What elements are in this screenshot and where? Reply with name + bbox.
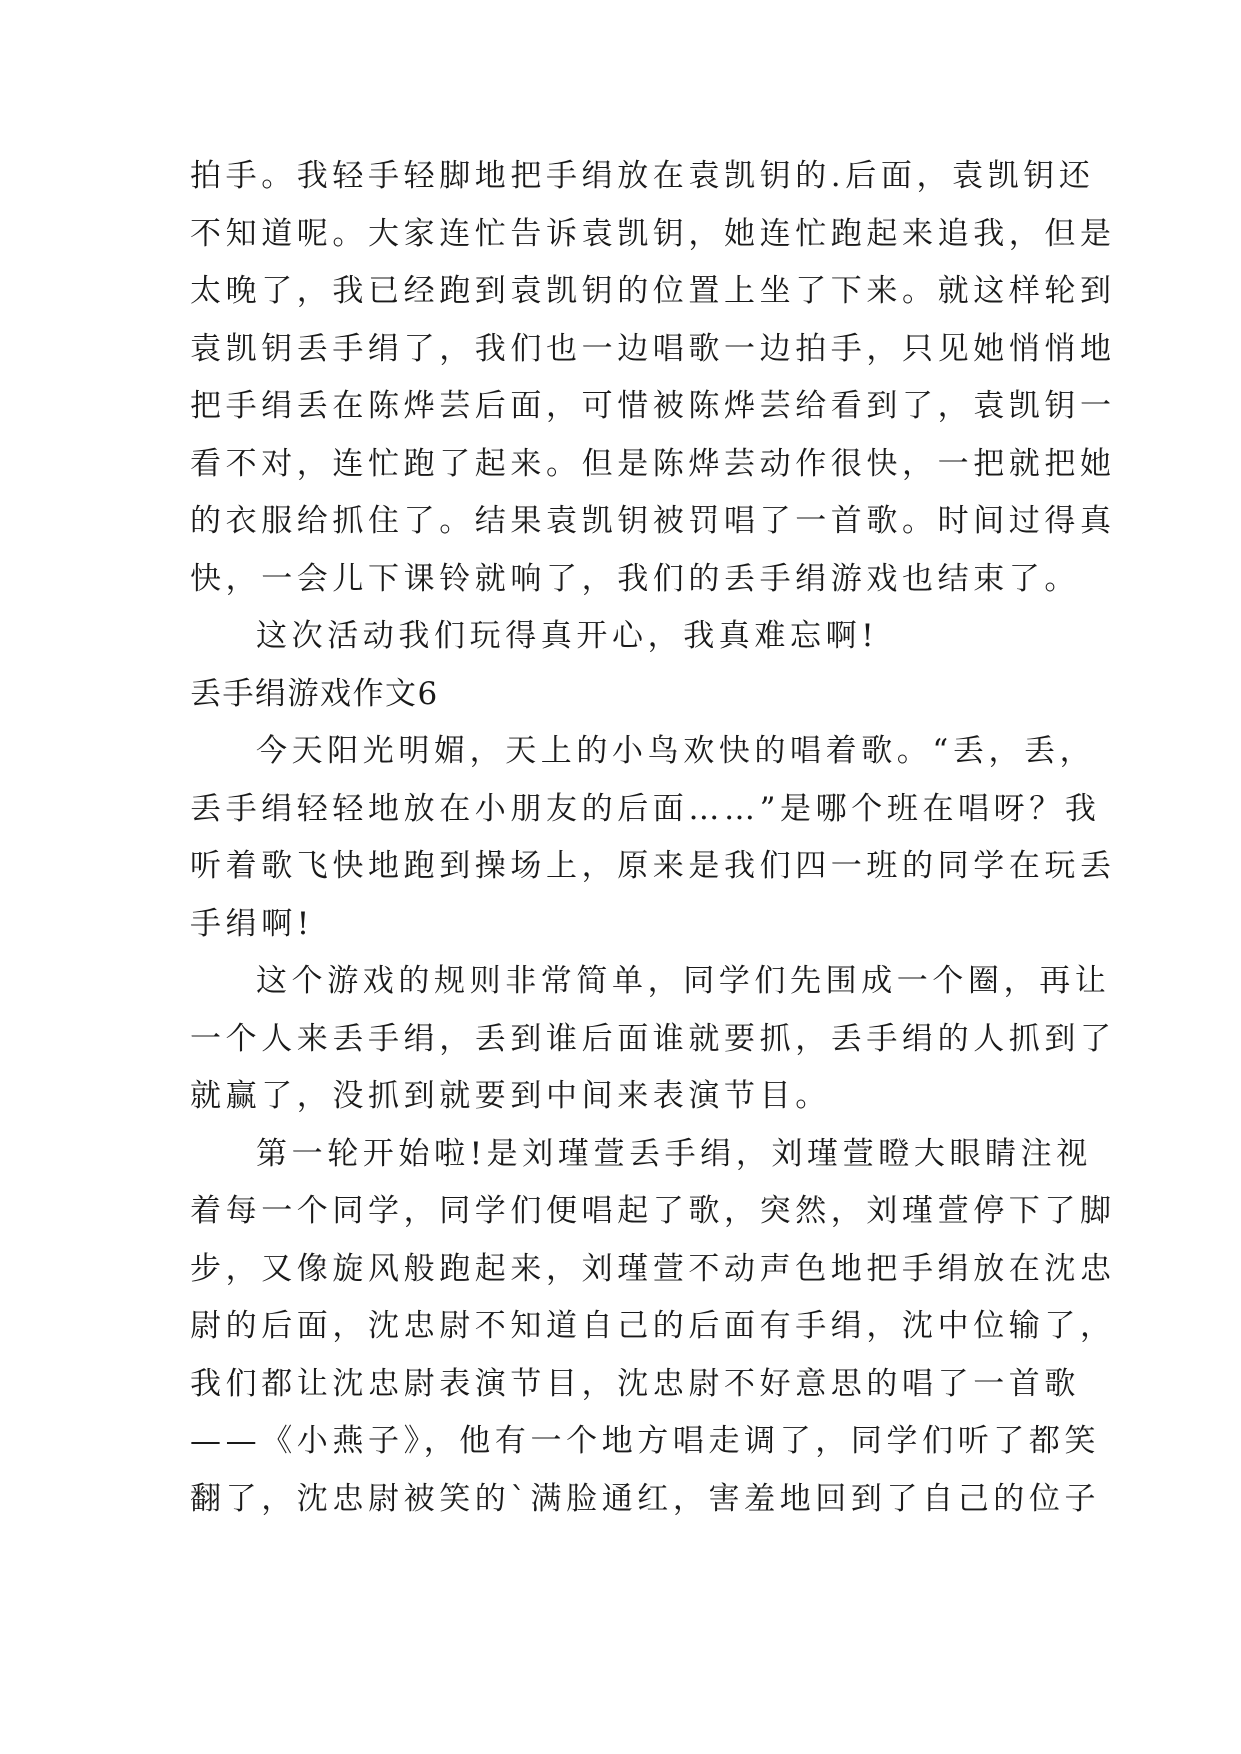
- text-line: 着每一个同学，同学们便唱起了歌，突然，刘瑾萱停下了脚: [190, 1193, 1116, 1229]
- text-line: 就赢了，没抓到就要到中间来表演节目。: [190, 1078, 831, 1114]
- text-line: 袁凯钥丢手绢了，我们也一边唱歌一边拍手，只见她悄悄地: [190, 330, 1116, 367]
- text-line: 丢手绢轻轻地放在小朋友的后面……”是哪个班在唱呀？我: [190, 790, 1101, 827]
- document-body: [190, 148, 1116, 1528]
- text-line: 听着歌飞快地跑到操场上，原来是我们四一班的同学在玩丢: [190, 848, 1116, 884]
- paragraph-start: 今天阳光明媚，天上的小鸟欢快的唱着歌。“丢，丢，: [256, 733, 1096, 769]
- text-line: 的衣服给抓住了。结果袁凯钥被罚唱了一首歌。时间过得真: [190, 503, 1116, 539]
- text-line: 翻了，沈忠尉被笑的`满脸通红，害羞地回到了自己的位子: [190, 1480, 1101, 1517]
- text-line: ——《小燕子》，他有一个地方唱走调了，同学们听了都笑: [190, 1423, 1101, 1459]
- text-line: 快，一会儿下课铃就响了，我们的丢手绢游戏也结束了。: [190, 560, 1080, 597]
- text-line: 手绢啊!: [190, 905, 314, 942]
- paragraph-start: 这个游戏的规则非常简单，同学们先围成一个圈，再让: [256, 963, 1111, 999]
- text-line: 一个人来丢手绢，丢到谁后面谁就要抓，丢手绢的人抓到了: [190, 1020, 1116, 1057]
- text-line: 我们都让沈忠尉表演节目，沈忠尉不好意思的唱了一首歌: [190, 1365, 1080, 1402]
- text-line: 拍手。我轻手轻脚地把手绢放在袁凯钥的.后面，袁凯钥还: [190, 158, 1095, 194]
- text-line: 把手绢丢在陈烨芸后面，可惜被陈烨芸给看到了，袁凯钥一: [190, 388, 1116, 424]
- section-heading: 丢手绢游戏作文6: [190, 675, 439, 712]
- text-line: 不知道呢。大家连忙告诉袁凯钥，她连忙跑起来追我，但是: [190, 215, 1116, 252]
- text-line: 尉的后面，沈忠尉不知道自己的后面有手绢，沈中位输了，: [190, 1308, 1116, 1344]
- text-line: 太晚了，我已经跑到袁凯钥的位置上坐了下来。就这样轮到: [190, 273, 1116, 309]
- text-line: 看不对，连忙跑了起来。但是陈烨芸动作很快，一把就把她: [190, 445, 1116, 482]
- paragraph-start: 这次活动我们玩得真开心，我真难忘啊!: [256, 618, 879, 654]
- text-line: 步，又像旋风般跑起来，刘瑾萱不动声色地把手绢放在沈忠: [190, 1250, 1116, 1287]
- paragraph-start: 第一轮开始啦!是刘瑾萱丢手绢，刘瑾萱瞪大眼睛注视: [256, 1135, 1092, 1172]
